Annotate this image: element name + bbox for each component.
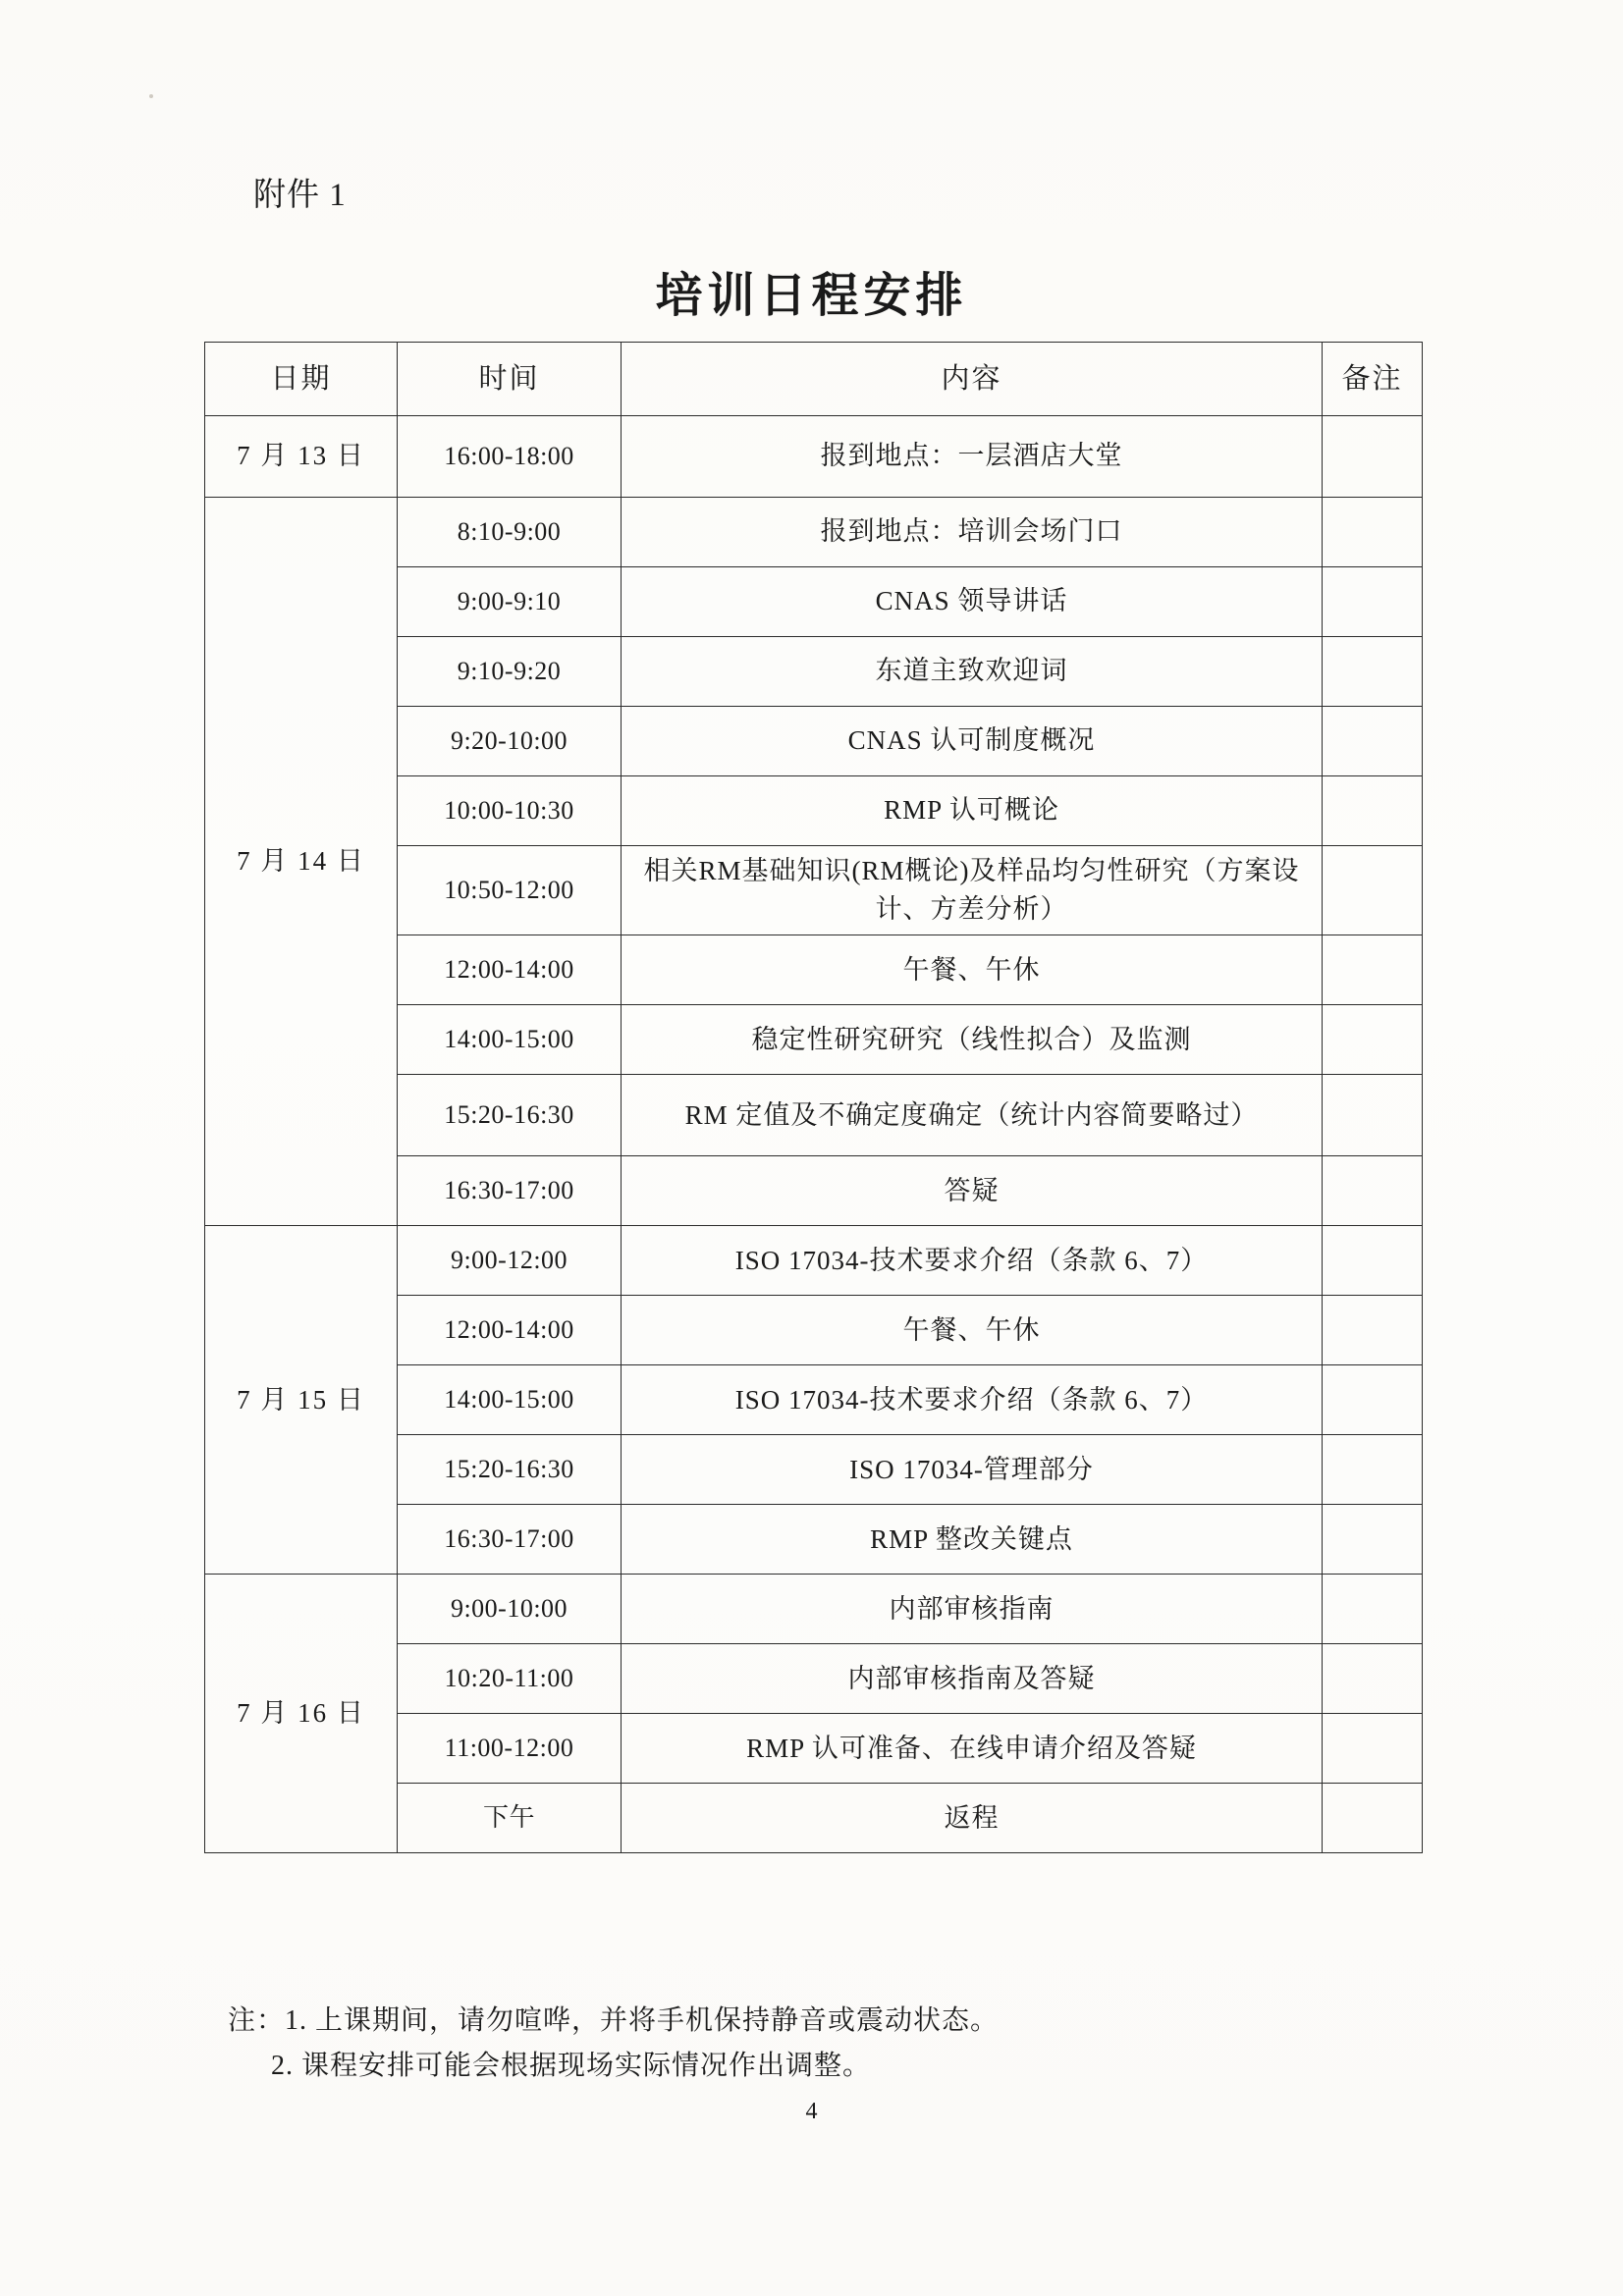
cell-content: 报到地点：一层酒店大堂 <box>622 416 1323 498</box>
cell-content: CNAS 领导讲话 <box>622 567 1323 637</box>
cell-note <box>1323 1435 1423 1505</box>
cell-time: 下午 <box>398 1784 622 1853</box>
cell-time: 10:00-10:30 <box>398 776 622 846</box>
cell-note <box>1323 1714 1423 1784</box>
column-header-note: 备注 <box>1323 343 1423 416</box>
cell-content: 相关RM基础知识(RM概论)及样品均匀性研究（方案设计、方差分析） <box>622 846 1323 935</box>
cell-note <box>1323 498 1423 567</box>
cell-content: 答疑 <box>622 1156 1323 1226</box>
cell-content: RMP 整改关键点 <box>622 1505 1323 1575</box>
cell-date: 7 月 14 日 <box>205 498 398 1226</box>
cell-content: ISO 17034-技术要求介绍（条款 6、7） <box>622 1226 1323 1296</box>
cell-content: CNAS 认可制度概况 <box>622 707 1323 776</box>
cell-time: 12:00-14:00 <box>398 1296 622 1365</box>
cell-time: 14:00-15:00 <box>398 1365 622 1435</box>
cell-content: 内部审核指南及答疑 <box>622 1644 1323 1714</box>
cell-content: ISO 17034-技术要求介绍（条款 6、7） <box>622 1365 1323 1435</box>
footnote-line-2: 2. 课程安排可能会根据现场实际情况作出调整。 <box>271 2051 872 2082</box>
cell-note <box>1323 846 1423 935</box>
cell-time: 14:00-15:00 <box>398 1005 622 1075</box>
cell-time: 15:20-16:30 <box>398 1075 622 1156</box>
cell-content: RM 定值及不确定度确定（统计内容简要略过） <box>622 1075 1323 1156</box>
cell-note <box>1323 935 1423 1005</box>
cell-time: 8:10-9:00 <box>398 498 622 567</box>
cell-content: 稳定性研究研究（线性拟合）及监测 <box>622 1005 1323 1075</box>
cell-note <box>1323 1575 1423 1644</box>
cell-time: 9:10-9:20 <box>398 637 622 707</box>
cell-content: 报到地点：培训会场门口 <box>622 498 1323 567</box>
cell-time: 16:30-17:00 <box>398 1505 622 1575</box>
cell-time: 15:20-16:30 <box>398 1435 622 1505</box>
cell-time: 16:00-18:00 <box>398 416 622 498</box>
column-header-time: 时间 <box>398 343 622 416</box>
cell-note <box>1323 1784 1423 1853</box>
cell-content: RMP 认可准备、在线申请介绍及答疑 <box>622 1714 1323 1784</box>
scan-speck <box>149 94 153 98</box>
cell-note <box>1323 567 1423 637</box>
cell-time: 9:20-10:00 <box>398 707 622 776</box>
cell-note <box>1323 1005 1423 1075</box>
cell-content: 午餐、午休 <box>622 1296 1323 1365</box>
column-header-content: 内容 <box>622 343 1323 416</box>
cell-time: 9:00-10:00 <box>398 1575 622 1644</box>
cell-time: 11:00-12:00 <box>398 1714 622 1784</box>
cell-time: 9:00-9:10 <box>398 567 622 637</box>
cell-date: 7 月 13 日 <box>205 416 398 498</box>
cell-note <box>1323 1505 1423 1575</box>
cell-date: 7 月 15 日 <box>205 1226 398 1575</box>
cell-content: 内部审核指南 <box>622 1575 1323 1644</box>
table-row <box>205 416 1423 498</box>
cell-date: 7 月 16 日 <box>205 1575 398 1853</box>
table-row <box>205 1226 1423 1296</box>
page-number: 4 <box>805 2099 818 2124</box>
table-row <box>205 1575 1423 1644</box>
cell-time: 10:20-11:00 <box>398 1644 622 1714</box>
cell-note <box>1323 1644 1423 1714</box>
footnote-line-1: 注：1. 上课期间，请勿喧哗，并将手机保持静音或震动状态。 <box>228 2005 1000 2036</box>
cell-note <box>1323 776 1423 846</box>
column-header-date: 日期 <box>205 343 398 416</box>
training-schedule-table <box>204 342 1423 1853</box>
cell-content: 东道主致欢迎词 <box>622 637 1323 707</box>
cell-content: 午餐、午休 <box>622 935 1323 1005</box>
cell-note <box>1323 1075 1423 1156</box>
cell-note <box>1323 1365 1423 1435</box>
cell-note <box>1323 1226 1423 1296</box>
footnotes <box>228 1999 1445 2089</box>
cell-time: 10:50-12:00 <box>398 846 622 935</box>
cell-time: 12:00-14:00 <box>398 935 622 1005</box>
table-header-row <box>205 343 1423 416</box>
attachment-label: 附件 1 <box>253 178 347 213</box>
cell-time: 9:00-12:00 <box>398 1226 622 1296</box>
cell-note <box>1323 416 1423 498</box>
cell-note <box>1323 637 1423 707</box>
cell-note <box>1323 707 1423 776</box>
cell-content: RMP 认可概论 <box>622 776 1323 846</box>
cell-note <box>1323 1156 1423 1226</box>
page-title: 培训日程安排 <box>655 268 968 323</box>
cell-note <box>1323 1296 1423 1365</box>
table-row <box>205 498 1423 567</box>
cell-content: ISO 17034-管理部分 <box>622 1435 1323 1505</box>
cell-time: 16:30-17:00 <box>398 1156 622 1226</box>
cell-content: 返程 <box>622 1784 1323 1853</box>
